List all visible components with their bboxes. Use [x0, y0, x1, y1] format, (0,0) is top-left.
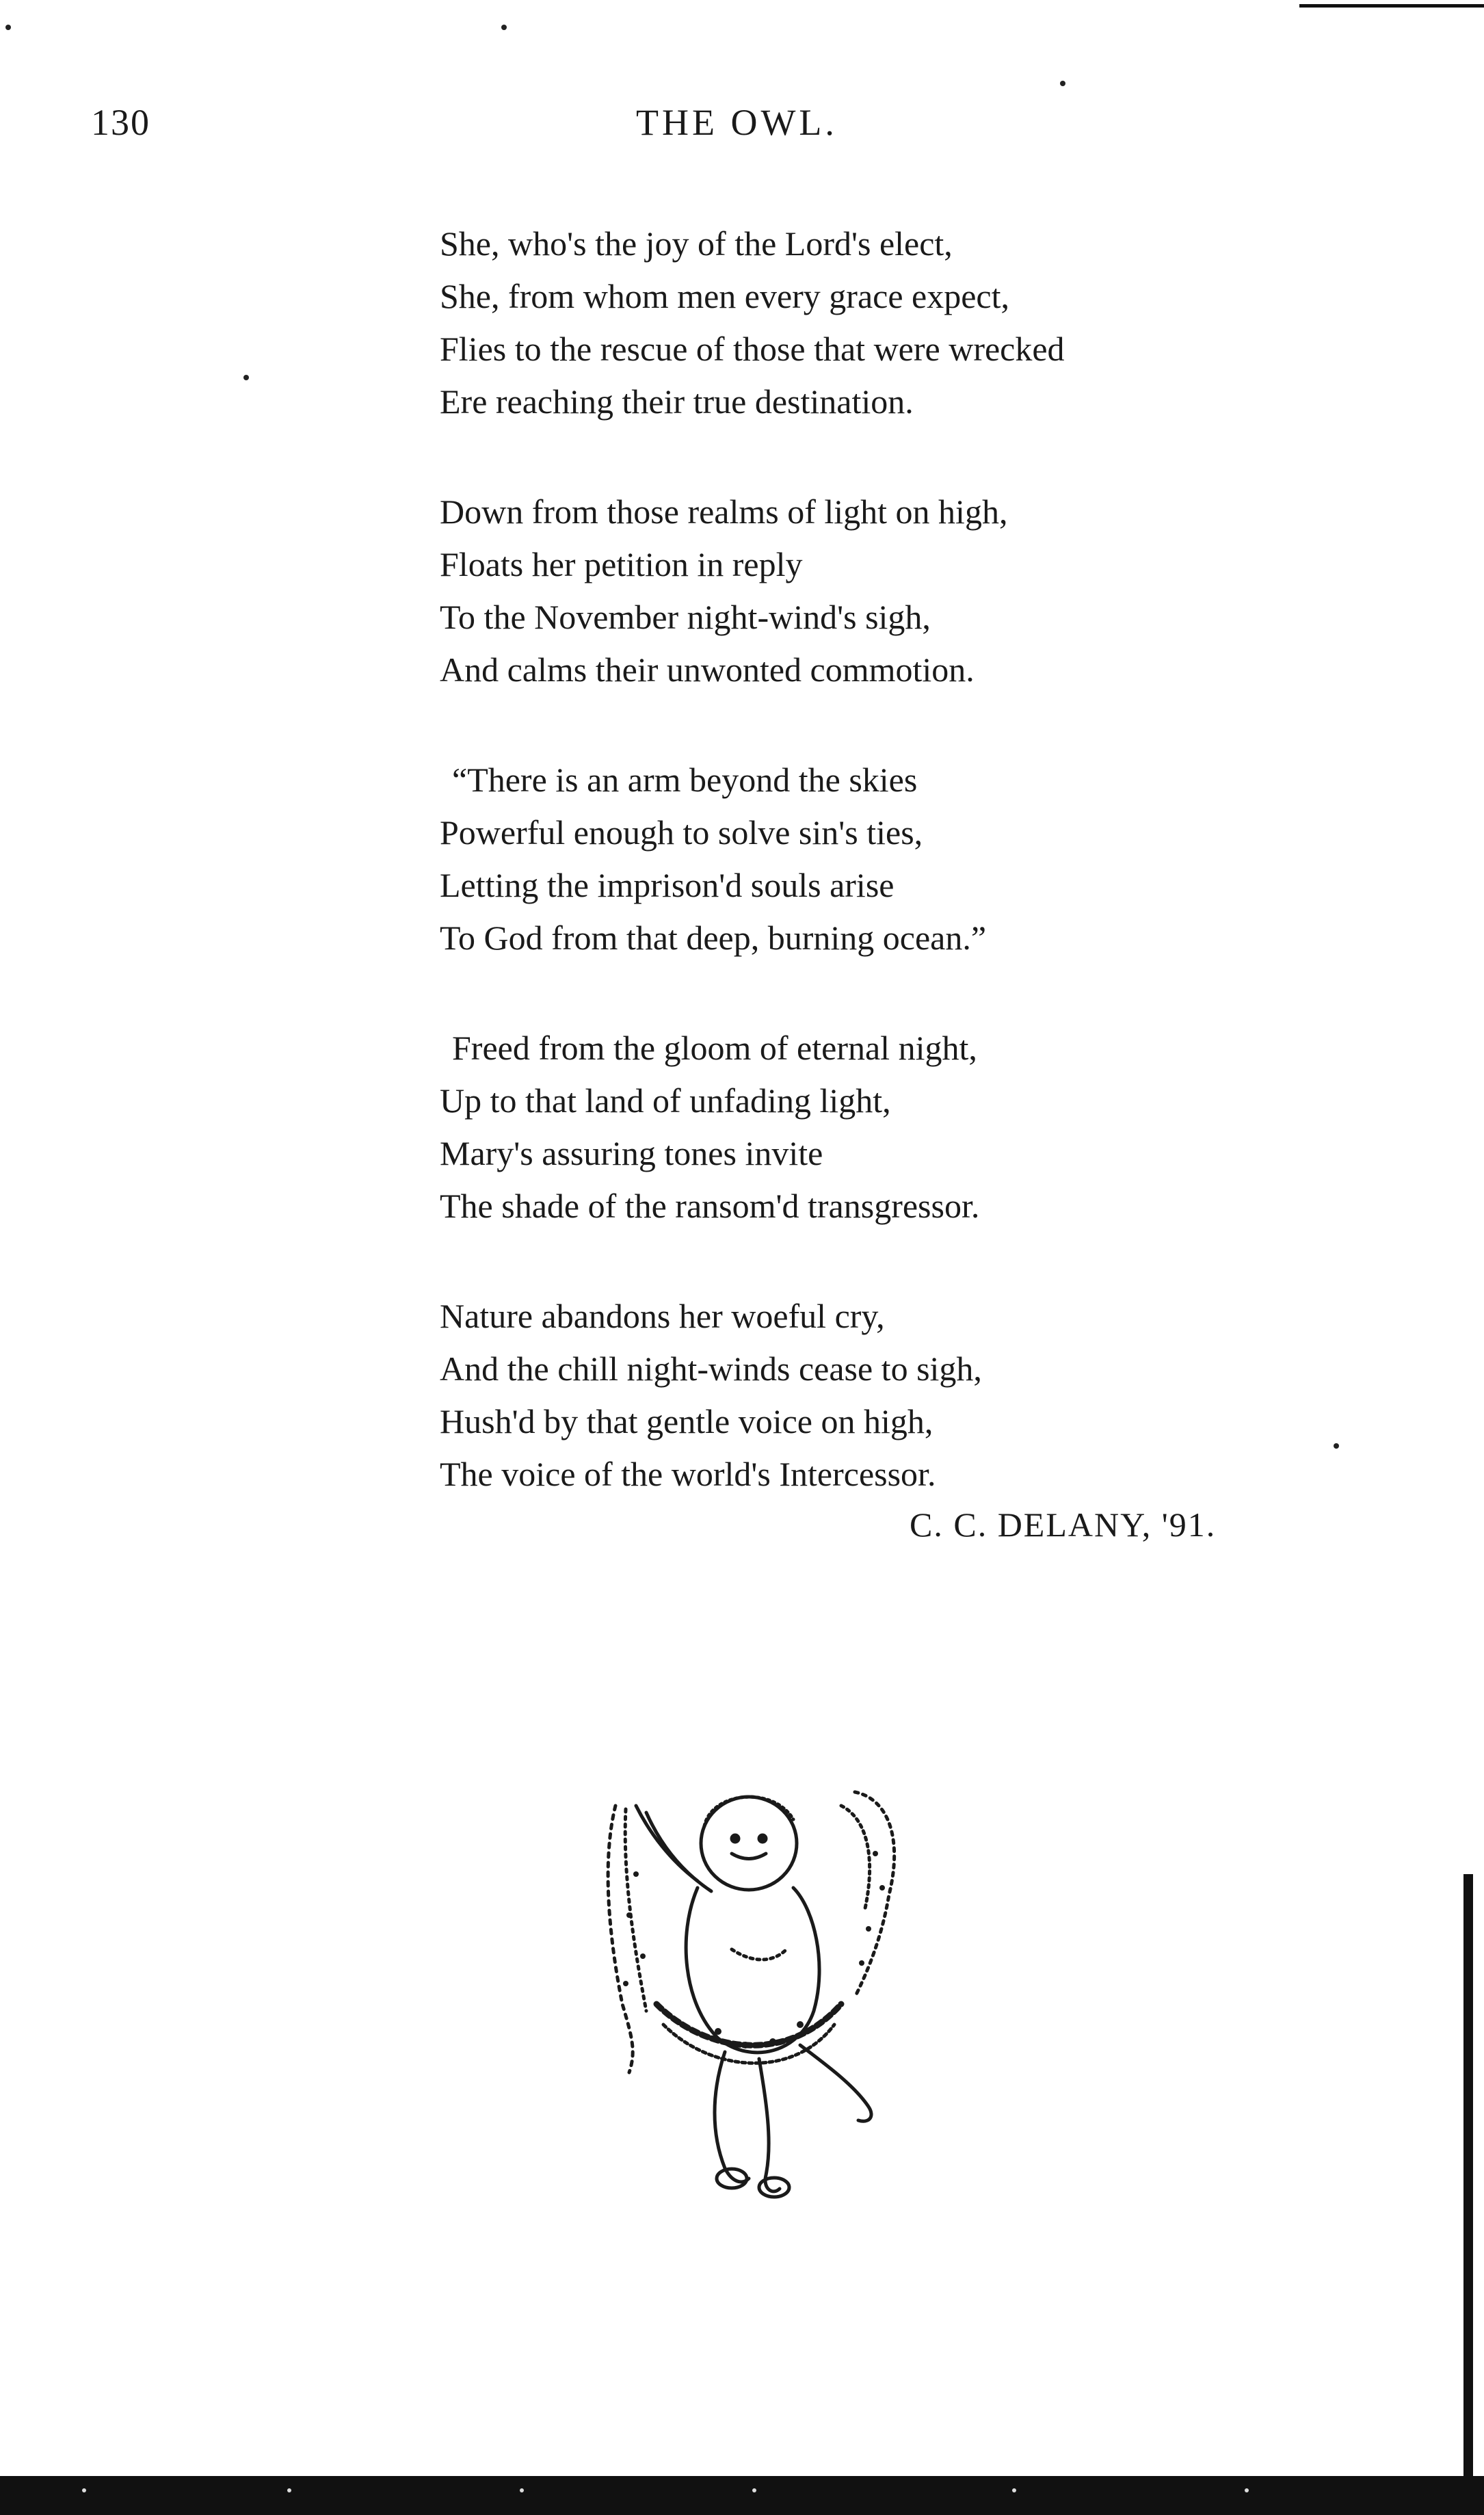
print-speck: [243, 375, 249, 380]
print-speck: [1060, 81, 1065, 86]
poem-line: Mary's assuring tones invite: [440, 1134, 823, 1172]
poem-line: Powerful enough to solve sin's ties,: [440, 813, 923, 852]
poem-line: Up to that land of unfading light,: [440, 1081, 891, 1120]
poem-line: To God from that deep, burning ocean.”: [440, 919, 987, 957]
poem-line: Letting the imprison'd souls arise: [440, 866, 895, 904]
poem-line: And the chill night-winds cease to sigh,: [440, 1349, 982, 1388]
poem-line: To the November night-wind's sigh,: [440, 598, 931, 636]
print-speck: [501, 25, 507, 30]
poem-line: She, who's the joy of the Lord's elect,: [440, 224, 953, 263]
poem-line: She, from whom men every grace expect,: [440, 277, 1010, 315]
band-speck: [287, 2488, 291, 2492]
stanza: [440, 1022, 1226, 1233]
running-title: THE OWL.: [636, 102, 838, 143]
poem-line: And calms their unwonted commotion.: [440, 650, 975, 689]
stanza: [440, 1290, 1226, 1501]
band-speck: [752, 2488, 756, 2492]
poem-line: Ere reaching their true destination.: [440, 382, 914, 421]
band-speck: [1245, 2488, 1249, 2492]
band-speck: [82, 2488, 86, 2492]
page-number: 130: [91, 102, 150, 143]
print-speck: [5, 25, 11, 30]
poem-line: Down from those realms of light on high,: [440, 492, 1008, 531]
poem-line: Floats her petition in reply: [440, 545, 803, 583]
poem-line: Freed from the gloom of eternal night,: [452, 1029, 977, 1067]
poem-line: “There is an arm beyond the skies: [452, 761, 918, 799]
stanza: [440, 218, 1226, 428]
poem-line: The voice of the world's Intercessor.: [440, 1455, 936, 1493]
poem-line: Hush'd by that gentle voice on high,: [440, 1402, 933, 1440]
author-signature: C. C. DELANY, '91.: [910, 1505, 1217, 1544]
stanza: [440, 486, 1226, 696]
poem: [440, 218, 1226, 1558]
cherub-illustration: [595, 1778, 910, 2202]
print-speck: [1334, 1443, 1339, 1449]
poem-line: The shade of the ransom'd transgressor.: [440, 1187, 980, 1225]
bottom-edge-band: [0, 2476, 1484, 2515]
poem-line: Flies to the rescue of those that were wrecked: [440, 330, 1065, 368]
right-edge-rule: [1463, 1874, 1473, 2490]
stanza: [440, 754, 1226, 964]
poem-line: Nature abandons her woeful cry,: [440, 1297, 885, 1335]
band-speck: [520, 2488, 524, 2492]
top-edge-rule: [1299, 4, 1484, 8]
band-speck: [1012, 2488, 1016, 2492]
